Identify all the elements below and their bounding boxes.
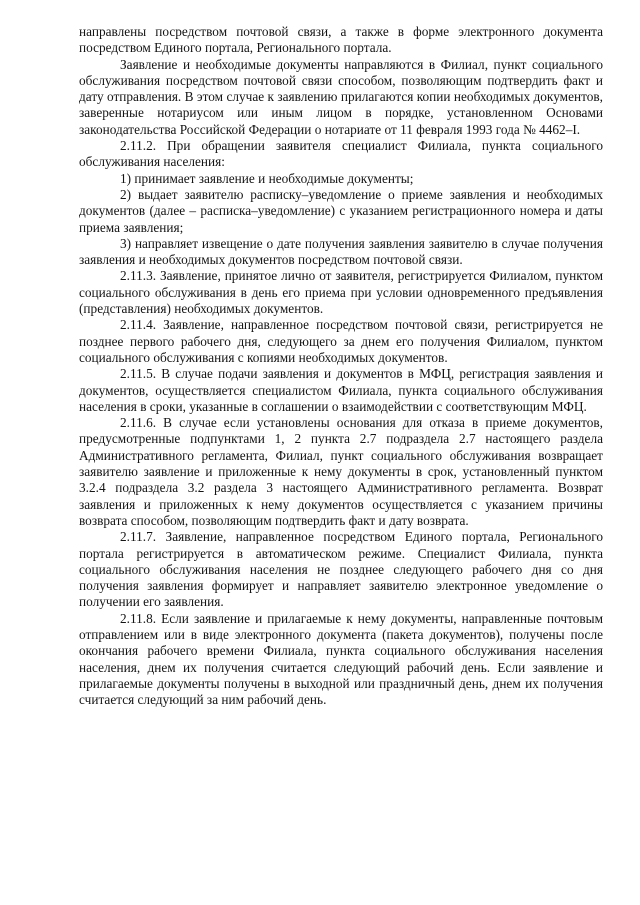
paragraph-2-11-4: 2.11.4. Заявление, направленное посредством почтовой связи, регистрируется не позднее первого рабочего дня, следующего за днем его получения Филиалом, пунктом социального обслуживания с копиями необходимых документов. [79,317,603,365]
paragraph-2-11-8: 2.11.8. Если заявление и прилагаемые к нему документы, направленные почтовым отправлением или в виде электронного документа (пакета документов), получены после окончания рабочего времени Филиала, пункта социального обслуживания населения населения, днем их получения считается следующий рабочий день. Если заявление и прилагаемые документы получены в выходной или праздничный день, днем их получения считается следующий за ним рабочий день. [79,610,603,708]
document-page [79,24,603,708]
paragraph-2-11-6: 2.11.6. В случае если установлены основания для отказа в приеме документов, предусмотренные подпунктами 1, 2 пункта 2.7 подраздела 2.7 настоящего раздела Административного регламента, Филиал, пункт социального обслуживания возвращает заявителю заявление и приложенные к нему документы в срок, установленный пунктом 3.2.4 подраздела 3.2 раздела 3 настоящего Административного регламента. Возврат заявления и приложенных к нему документов осуществляется с указанием причины возврата способом, позволяющим подтвердить факт и дату возврата. [79,415,603,528]
paragraph-2-11-7: 2.11.7. Заявление, направленное посредством Единого портала, Регионального портала регистрируется в автоматическом режиме. Специалист Филиала, пункта социального обслуживания населения не позднее следующего рабочего дня со дня получения заявления формирует и направляет заявителю электронное уведомление о получении его заявления. [79,529,603,610]
paragraph-postal-submission: Заявление и необходимые документы направляются в Филиал, пункт социального обслуживания посредством почтовой связи способом, позволяющим подтвердить факт и дату отправления. В этом случае к заявлению прилагаются копии необходимых документов, заверенные нотариусом или иным лицом в порядке, установленном Основами законодательства Российской Федерации о нотариате от 11 февраля 1993 года № 4462–I. [79,56,603,137]
paragraph-2-11-2-item-3: 3) направляет извещение о дате получения заявления заявителю в случае получения заявления и необходимых документов посредством почтовой связи. [79,235,603,268]
paragraph-continuation: направлены посредством почтовой связи, а также в форме электронного документа посредством Единого портала, Регионального портала. [79,24,603,56]
paragraph-2-11-2-item-1: 1) принимает заявление и необходимые документы; [120,170,414,186]
paragraph-2-11-2: 2.11.2. При обращении заявителя специалист Филиала, пункта социального обслуживания населения: [79,138,603,170]
paragraph-2-11-2-item-2: 2) выдает заявителю расписку–уведомление о приеме заявления и необходимых документов (далее – расписка–уведомление) с указанием регистрационного номера и даты приема заявления; [79,186,603,235]
paragraph-2-11-3: 2.11.3. Заявление, принятое лично от заявителя, регистрируется Филиалом, пунктом социального обслуживания в день его приема при условии одновременного предъявления (представления) необходимых документов. [79,268,603,317]
paragraph-2-11-5: 2.11.5. В случае подачи заявления и документов в МФЦ, регистрация заявления и документов, осуществляется специалистом Филиала, пункта социального обслуживания населения в сроки, указанные в соглашении о взаимодействии с соответствующим МФЦ. [79,366,603,414]
